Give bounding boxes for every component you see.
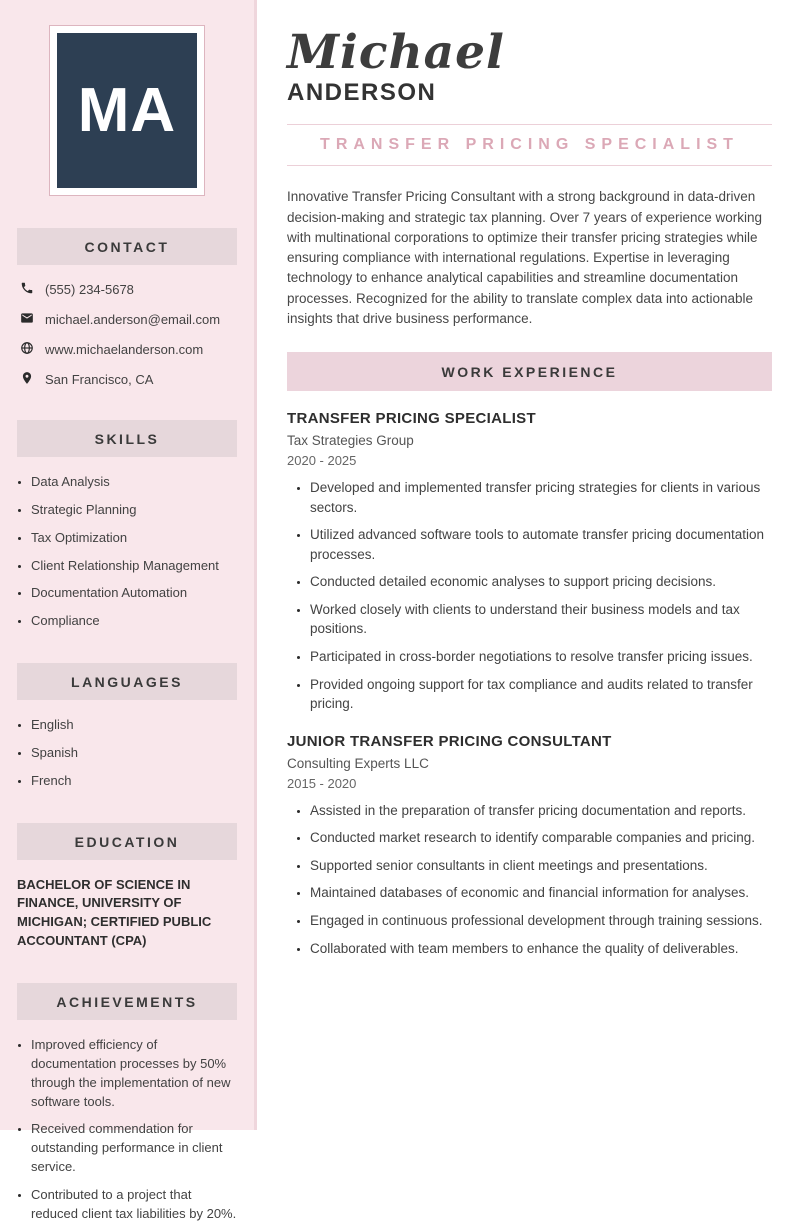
job-bullet: • Developed and implemented transfer pricing strategies for clients in various sectors. (310, 478, 772, 517)
job-bullet: • Utilized advanced software tools to automate transfer pricing documentation processes. (310, 525, 772, 564)
skill-item: • Compliance (31, 612, 254, 631)
job-dates: 2015 - 2020 (287, 775, 357, 791)
skill-item: • Tax Optimization (31, 529, 254, 548)
skill-item: • Documentation Automation (31, 584, 254, 603)
contact-website: www.michaelanderson.com (45, 342, 204, 357)
language-item: • Spanish (31, 744, 254, 763)
contact-phone: (555) 234-5678 (45, 282, 134, 297)
job-title: JUNIOR TRANSFER PRICING CONSULTANT (287, 732, 612, 750)
job-bullet-list (287, 478, 772, 714)
job-bullet: • Conducted market research to identify comparable companies and pricing. (310, 828, 772, 848)
globe-icon (20, 341, 34, 358)
job-title: TRANSFER PRICING SPECIALIST (287, 410, 536, 428)
location-icon (20, 371, 34, 388)
contact-email: michael.anderson@email.com (45, 312, 221, 327)
job-bullet: • Engaged in continuous professional development through training sessions. (310, 911, 772, 931)
email-icon (20, 311, 34, 328)
achievement-item: • Improved efficiency of documentation processes by 50% through the implementation of new software tools. (31, 1036, 254, 1111)
job-entry-1 (287, 410, 772, 714)
skills-heading: SKILLS (17, 420, 237, 457)
monogram (57, 33, 197, 188)
languages-heading: LANGUAGES (17, 663, 237, 700)
education-heading: EDUCATION (17, 823, 237, 860)
skill-item: • Data Analysis (31, 473, 254, 492)
languages-list (0, 716, 254, 791)
skills-list (0, 473, 254, 631)
job-bullet: • Supported senior consultants in client meetings and presentations. (310, 856, 772, 876)
job-bullet-list (287, 801, 772, 958)
education-text: BACHELOR OF SCIENCE IN FINANCE, UNIVERSITY OF MICHIGAN; CERTIFIED PUBLIC ACCOUNTANT (CPA) (17, 876, 212, 949)
job-bullet: • Provided ongoing support for tax compliance and audits related to transfer pricing. (310, 675, 772, 714)
contact-row-email (20, 311, 254, 328)
skill-item: • Strategic Planning (31, 501, 254, 520)
monogram-initials: MA (77, 76, 177, 145)
phone-icon (20, 281, 34, 298)
contact-heading: CONTACT (17, 228, 237, 265)
language-item: • French (31, 772, 254, 791)
summary-paragraph: Innovative Transfer Pricing Consultant with a strong background in data-driven decision-making and strategic tax planning. Over 7 years of experience working with multinational corporations to optimize their transfer pricing strategies while ensuring compliance with international regulations. Expertise in leveraging technology to enhance analytical capabilities and streamline documentation processes. Recognized for the ability to translate complex data into actionable insights that drive business performance. (287, 189, 762, 326)
contact-row-website (20, 341, 254, 358)
job-company: Tax Strategies Group (287, 433, 414, 449)
achievement-item: • Contributed to a project that reduced client tax liabilities by 20%. (31, 1186, 254, 1224)
contact-row-phone (20, 281, 254, 298)
work-experience-heading: WORK EXPERIENCE (287, 352, 772, 391)
sidebar (0, 0, 257, 1221)
achievement-item: • Received commendation for outstanding performance in client service. (31, 1120, 254, 1177)
job-bullet: • Conducted detailed economic analyses to support pricing decisions. (310, 572, 772, 592)
job-bullet: • Maintained databases of economic and financial information for analyses. (310, 883, 772, 903)
achievements-heading: ACHIEVEMENTS (17, 983, 237, 1020)
first-name: Michael (287, 25, 505, 80)
job-entry-2 (287, 733, 772, 958)
skill-item: • Client Relationship Management (31, 557, 254, 576)
job-bullet: • Worked closely with clients to understand their business models and tax positions. (310, 600, 772, 639)
contact-list (20, 281, 254, 388)
main-column (257, 0, 800, 1130)
job-bullet: • Assisted in the preparation of transfer pricing documentation and reports. (310, 801, 772, 821)
job-dates: 2020 - 2025 (287, 453, 357, 469)
last-name: ANDERSON (287, 79, 437, 107)
job-headline: TRANSFER PRICING SPECIALIST (287, 124, 772, 166)
job-bullet: • Participated in cross-border negotiations to resolve transfer pricing issues. (310, 647, 772, 667)
contact-row-location (20, 371, 254, 388)
job-bullet: • Collaborated with team members to enhance the quality of deliverables. (310, 939, 772, 959)
monogram-frame (49, 25, 205, 196)
contact-location: San Francisco, CA (45, 372, 154, 387)
job-company: Consulting Experts LLC (287, 755, 429, 771)
language-item: • English (31, 716, 254, 735)
